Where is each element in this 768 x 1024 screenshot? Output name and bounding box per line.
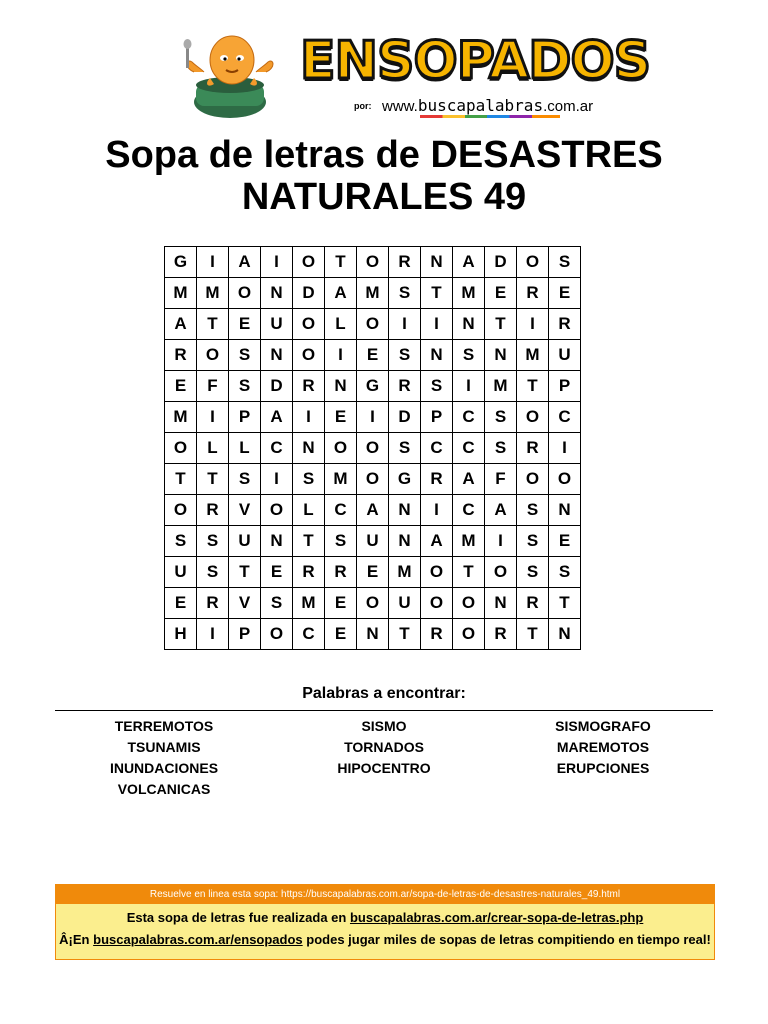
color-bar [420, 115, 560, 118]
grid-cell: S [389, 340, 421, 371]
grid-cell: T [517, 371, 549, 402]
word-column-1 [54, 716, 274, 800]
grid-cell: O [261, 619, 293, 650]
grid-cell: T [165, 464, 197, 495]
site-name: buscapalabras [417, 96, 544, 115]
grid-cell: N [485, 340, 517, 371]
word-item: SISMO [361, 718, 407, 734]
grid-cell: R [293, 371, 325, 402]
words-title: Palabras a encontrar: [302, 685, 466, 702]
grid-cell: A [485, 495, 517, 526]
word-column-2 [274, 716, 494, 779]
grid-cell: S [229, 340, 261, 371]
word-item: VOLCANICAS [117, 781, 211, 797]
grid-cell: O [229, 278, 261, 309]
word-column-3 [493, 716, 713, 779]
grid-cell: U [229, 526, 261, 557]
grid-cell: R [421, 619, 453, 650]
word-item: TERREMOTOS [114, 718, 214, 734]
grid-cell: G [357, 371, 389, 402]
grid-cell: N [485, 588, 517, 619]
site-prefix: www. [382, 98, 418, 115]
grid-row [165, 340, 581, 371]
grid-cell: O [293, 247, 325, 278]
grid-cell: A [261, 402, 293, 433]
site-url[interactable] [382, 96, 593, 115]
grid-row [165, 464, 581, 495]
grid-cell: G [389, 464, 421, 495]
grid-cell: O [549, 464, 581, 495]
grid-cell: C [453, 495, 485, 526]
grid-cell: E [325, 402, 357, 433]
grid-cell: T [293, 526, 325, 557]
grid-cell: N [421, 340, 453, 371]
ensopados-link[interactable]: buscapalabras.com.ar/ensopados [93, 932, 303, 947]
grid-row [165, 588, 581, 619]
grid-cell: R [485, 619, 517, 650]
grid-cell: I [293, 402, 325, 433]
footer-line-1-text: Esta sopa de letras fue realizada en [126, 910, 347, 925]
grid-cell: T [453, 557, 485, 588]
grid-cell: N [261, 526, 293, 557]
grid-row [165, 557, 581, 588]
by-line [354, 96, 624, 116]
grid-row [165, 402, 581, 433]
grid-row [165, 309, 581, 340]
grid-cell: S [453, 340, 485, 371]
grid-cell: I [421, 495, 453, 526]
grid-cell: O [517, 402, 549, 433]
grid-cell: E [485, 278, 517, 309]
grid-cell: S [197, 557, 229, 588]
grid-row [165, 371, 581, 402]
grid-cell: N [325, 371, 357, 402]
letter-grid [164, 246, 581, 650]
grid-cell: C [293, 619, 325, 650]
grid-cell: N [357, 619, 389, 650]
grid-cell: S [325, 526, 357, 557]
grid-cell: U [165, 557, 197, 588]
grid-cell: O [517, 247, 549, 278]
grid-cell: N [389, 495, 421, 526]
grid-cell: I [325, 340, 357, 371]
grid-cell: T [229, 557, 261, 588]
grid-cell: P [549, 371, 581, 402]
grid-cell: N [389, 526, 421, 557]
grid-cell: R [389, 247, 421, 278]
grid-cell: P [421, 402, 453, 433]
footer-line-1 [56, 907, 714, 929]
grid-cell: I [261, 464, 293, 495]
grid-cell: O [325, 433, 357, 464]
grid-cell: M [453, 278, 485, 309]
word-item: HIPOCENTRO [337, 760, 431, 776]
grid-cell: E [549, 526, 581, 557]
grid-cell: M [389, 557, 421, 588]
grid-cell: A [325, 278, 357, 309]
grid-cell: S [389, 433, 421, 464]
grid-cell: I [549, 433, 581, 464]
grid-cell: D [261, 371, 293, 402]
word-item: SISMOGRAFO [555, 718, 651, 734]
words-divider [55, 710, 713, 711]
grid-cell: E [357, 557, 389, 588]
grid-cell: I [197, 619, 229, 650]
grid-cell: I [197, 402, 229, 433]
grid-cell: S [485, 402, 517, 433]
grid-cell: D [389, 402, 421, 433]
grid-cell: R [325, 557, 357, 588]
grid-cell: H [165, 619, 197, 650]
grid-cell: N [261, 340, 293, 371]
grid-cell: E [325, 588, 357, 619]
grid-cell: V [229, 588, 261, 619]
grid-cell: N [549, 495, 581, 526]
grid-cell: O [357, 588, 389, 619]
word-item: MAREMOTOS [556, 739, 650, 755]
grid-cell: S [485, 433, 517, 464]
grid-cell: C [453, 433, 485, 464]
grid-cell: I [357, 402, 389, 433]
grid-cell: T [517, 619, 549, 650]
word-item: INUNDACIONES [109, 760, 219, 776]
site-suffix: .com.ar [543, 98, 594, 115]
grid-cell: M [517, 340, 549, 371]
grid-cell: S [197, 526, 229, 557]
grid-cell: P [229, 402, 261, 433]
grid-row [165, 619, 581, 650]
grid-cell: O [453, 619, 485, 650]
grid-cell: O [357, 247, 389, 278]
grid-cell: C [549, 402, 581, 433]
grid-cell: N [293, 433, 325, 464]
grid-cell: M [357, 278, 389, 309]
grid-cell: O [453, 588, 485, 619]
grid-cell: O [357, 433, 389, 464]
grid-cell: O [421, 557, 453, 588]
word-item: ERUPCIONES [556, 760, 650, 776]
grid-cell: U [357, 526, 389, 557]
grid-cell: I [485, 526, 517, 557]
grid-cell: A [453, 464, 485, 495]
grid-cell: A [357, 495, 389, 526]
grid-cell: O [261, 495, 293, 526]
grid-cell: D [293, 278, 325, 309]
grid-cell: M [197, 278, 229, 309]
logo-text: ENSOPADOS [300, 31, 651, 91]
grid-cell: G [165, 247, 197, 278]
grid-cell: M [293, 588, 325, 619]
grid-cell: S [549, 557, 581, 588]
grid-cell: E [229, 309, 261, 340]
grid-cell: O [293, 340, 325, 371]
grid-cell: E [261, 557, 293, 588]
grid-cell: N [453, 309, 485, 340]
grid-cell: O [357, 464, 389, 495]
grid-cell: U [549, 340, 581, 371]
grid-cell: T [197, 309, 229, 340]
grid-cell: S [549, 247, 581, 278]
grid-cell: E [165, 371, 197, 402]
grid-cell: E [549, 278, 581, 309]
grid-cell: A [229, 247, 261, 278]
grid-cell: M [453, 526, 485, 557]
grid-cell: O [197, 340, 229, 371]
footer-box [55, 884, 715, 960]
grid-cell: O [421, 588, 453, 619]
grid-cell: O [165, 495, 197, 526]
grid-cell: S [389, 278, 421, 309]
word-item: TSUNAMIS [127, 739, 201, 755]
grid-cell: F [485, 464, 517, 495]
grid-cell: I [197, 247, 229, 278]
grid-cell: O [165, 433, 197, 464]
grid-cell: L [197, 433, 229, 464]
by-label: por: [354, 101, 372, 111]
grid-cell: R [165, 340, 197, 371]
grid-cell: N [549, 619, 581, 650]
grid-cell: R [197, 495, 229, 526]
grid-cell: M [325, 464, 357, 495]
grid-row [165, 495, 581, 526]
grid-cell: R [293, 557, 325, 588]
grid-cell: L [325, 309, 357, 340]
grid-cell: R [421, 464, 453, 495]
octopus-in-pot-icon [180, 28, 280, 120]
grid-cell: T [389, 619, 421, 650]
grid-cell: I [517, 309, 549, 340]
grid-cell: I [261, 247, 293, 278]
grid-cell: C [453, 402, 485, 433]
grid-cell: M [485, 371, 517, 402]
grid-cell: O [485, 557, 517, 588]
grid-row [165, 278, 581, 309]
grid-cell: V [229, 495, 261, 526]
grid-cell: U [389, 588, 421, 619]
grid-cell: T [421, 278, 453, 309]
grid-row [165, 247, 581, 278]
grid-cell: S [293, 464, 325, 495]
grid-cell: S [261, 588, 293, 619]
ensopados-logo [300, 30, 651, 92]
grid-cell: N [421, 247, 453, 278]
grid-cell: C [421, 433, 453, 464]
grid-cell: T [549, 588, 581, 619]
header [0, 0, 768, 130]
grid-cell: A [165, 309, 197, 340]
grid-cell: D [485, 247, 517, 278]
grid-cell: C [325, 495, 357, 526]
grid-cell: E [165, 588, 197, 619]
grid-cell: S [517, 526, 549, 557]
grid-cell: C [261, 433, 293, 464]
grid-cell: L [229, 433, 261, 464]
grid-cell: E [325, 619, 357, 650]
grid-row [165, 526, 581, 557]
grid-cell: A [453, 247, 485, 278]
grid-cell: M [165, 402, 197, 433]
grid-cell: I [421, 309, 453, 340]
grid-cell: U [261, 309, 293, 340]
grid-cell: R [197, 588, 229, 619]
grid-cell: R [517, 433, 549, 464]
grid-cell: P [229, 619, 261, 650]
create-puzzle-link[interactable]: buscapalabras.com.ar/crear-sopa-de-letras.php [349, 910, 644, 925]
grid-cell: T [197, 464, 229, 495]
grid-cell: O [357, 309, 389, 340]
grid-row [165, 433, 581, 464]
grid-cell: L [293, 495, 325, 526]
grid-cell: S [517, 495, 549, 526]
word-item: TORNADOS [344, 739, 424, 755]
footer-line-2-prefix: Â¡En [59, 932, 90, 947]
grid-cell: S [165, 526, 197, 557]
grid-cell: T [485, 309, 517, 340]
grid-cell: R [517, 588, 549, 619]
grid-cell: T [325, 247, 357, 278]
grid-cell: F [197, 371, 229, 402]
grid-cell: I [453, 371, 485, 402]
grid-cell: S [517, 557, 549, 588]
grid-cell: O [293, 309, 325, 340]
grid-cell: E [357, 340, 389, 371]
grid-cell: S [229, 371, 261, 402]
grid-cell: I [389, 309, 421, 340]
footer-line-2 [56, 929, 714, 951]
grid-cell: A [421, 526, 453, 557]
grid-cell: R [549, 309, 581, 340]
grid-cell: R [389, 371, 421, 402]
solve-online-link[interactable]: Resuelve en linea esta sopa: https://buscapalabras.com.ar/sopa-de-letras-de-desastres-naturales_49.html [56, 885, 714, 904]
grid-cell: S [229, 464, 261, 495]
grid-cell: R [517, 278, 549, 309]
footer-line-2-text: podes jugar miles de sopas de letras compitiendo en tiempo real! [306, 932, 711, 947]
grid-cell: O [517, 464, 549, 495]
grid-cell: M [165, 278, 197, 309]
page-title: Sopa de letras de DESASTRES NATURALES 49 [105, 134, 663, 218]
grid-cell: S [421, 371, 453, 402]
grid-cell: N [261, 278, 293, 309]
